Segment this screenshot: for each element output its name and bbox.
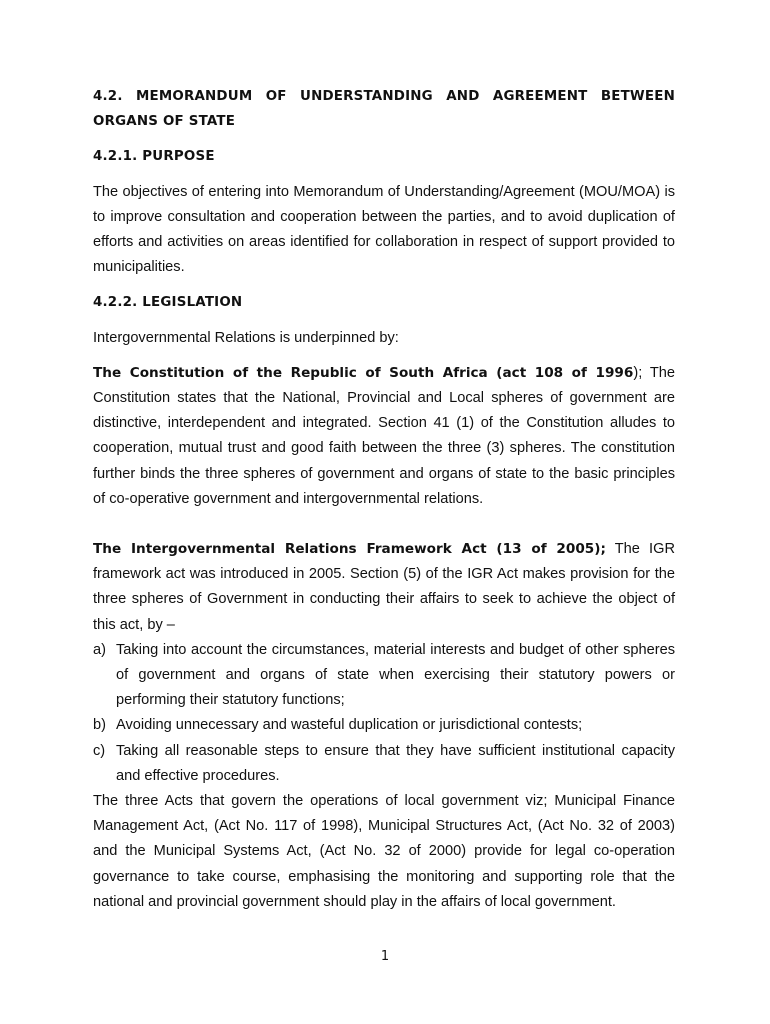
constitution-title: The Constitution of the Republic of South Africa (act 108 of 1996 (93, 364, 634, 381)
list-item (93, 638, 675, 714)
igr-act-title: The Intergovernmental Relations Framework Act (13 of 2005); (93, 541, 606, 558)
list-item-marker: c) (93, 742, 106, 759)
list-item-marker: b) (93, 717, 106, 734)
igr-act-text: The IGR framework act was introduced in 2005. Section (5) of the IGR Act makes provision for the three spheres of Government in conducting their affairs to seek to achieve the object of this act, by – (93, 541, 675, 633)
legislation-intro: Intergovernmental Relations is underpinned by: (93, 329, 399, 346)
list-item (93, 713, 675, 738)
igr-act-list (93, 638, 675, 789)
purpose-heading: 4.2.1. PURPOSE (93, 149, 215, 165)
list-item-text: Taking all reasonable steps to ensure that they have sufficient institutional capacity and effective procedures. (116, 742, 675, 784)
document-page (93, 84, 675, 915)
constitution-paragraph (93, 361, 675, 512)
page-number: 1 (380, 949, 390, 964)
list-item (93, 739, 675, 789)
list-item-text: Taking into account the circumstances, material interests and budget of other spheres of government and organs of state when exercising their statutory powers or performing their statutory functions; (116, 641, 675, 709)
list-item-text: Avoiding unnecessary and wasteful duplication or jurisdictional contests; (116, 717, 583, 734)
purpose-paragraph: The objectives of entering into Memorandum of Understanding/Agreement (MOU/MOA) is to improve consultation and cooperation between the parties, and to avoid duplication of efforts and activities on areas identified for collaboration in respect of support provided to municipalities. (93, 183, 675, 276)
constitution-text: ); The Constitution states that the National, Provincial and Local spheres of government are distinctive, interdependent and integrated. Section 41 (1) of the Constitution alludes to cooperation, mutual trust and good faith between the three (3) spheres. The constitution further binds the three spheres of government and organs of state to the basic principles of co-operative government and intergovernmental relations. (93, 364, 675, 507)
closing-paragraph: The three Acts that govern the operations of local government viz; Municipal Finance Management Act, (Act No. 117 of 1998), Municipal Structures Act, (Act No. 32 of 2003) and the Municipal Systems Act, (Act No. 32 of 2000) provide for legal co-operation governance to take course, emphasising the monitoring and supporting role that the national and provincial government should play in the affairs of local government. (93, 793, 675, 910)
igr-act-paragraph (93, 537, 675, 638)
list-item-marker: a) (93, 641, 106, 658)
legislation-heading: 4.2.2. LEGISLATION (93, 295, 243, 311)
section-title: 4.2. MEMORANDUM OF UNDERSTANDING AND AGREEMENT BETWEEN ORGANS OF STATE (93, 89, 675, 130)
